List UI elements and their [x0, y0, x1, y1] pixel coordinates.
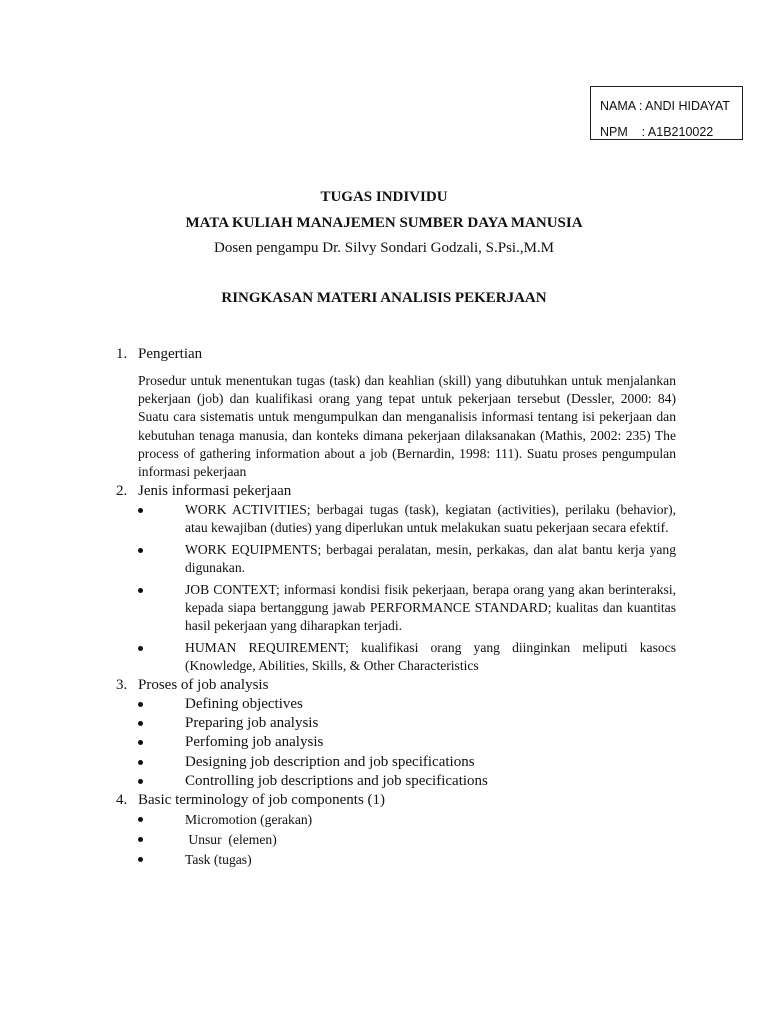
student-name: NAMA : ANDI HIDAYAT [600, 99, 730, 113]
section-1-number: 1. [116, 346, 128, 362]
section-3-list [116, 695, 676, 791]
section-2-list [116, 501, 676, 675]
student-id-box [590, 86, 743, 140]
list-item: WORK ACTIVITIES; berbagai tugas (task), kegiatan (activities), perilaku (behavior), atau kewajiban (duties) yang diperlukan untuk melakukan suatu pekerjaan secara efektif. [138, 501, 676, 537]
list-item: Designing job description and job specifications [138, 753, 676, 772]
list-item: Micromotion (gerakan) [138, 810, 676, 830]
list-item: JOB CONTEXT; informasi kondisi fisik pekerjaan, berapa orang yang akan berinteraksi, kepada siapa bertanggung jawab PERFORMANCE STANDARD; kualitas dan kuantitas hasil pekerjaan yang diharapkan terjadi. [138, 581, 676, 635]
document-title: RINGKASAN MATERI ANALISIS PEKERJAAN [221, 290, 547, 306]
list-item: Unsur (elemen) [138, 830, 676, 850]
list-item: Controlling job descriptions and job specifications [138, 772, 676, 791]
section-4-list [116, 810, 676, 870]
section-4 [116, 790, 676, 870]
section-3-title: Proses of job analysis [138, 677, 269, 693]
student-npm: NPM : A1B210022 [600, 125, 714, 139]
section-1-paragraph: Prosedur untuk menentukan tugas (task) dan keahlian (skill) yang dibutuhkan untuk menjalankan pekerjaan (job) dan kualifikasi orang yang tepat untuk pekerjaan tersebut (Dessler, 2000: 84) Suatu cara sistematis untuk mengumpulkan dan menganalisis informasi tentang isi pekerjaan dan kebutuhan tenaga manusia, dan konteks dimana pekerjaan dilaksanakan (Mathis, 2002: 235) The process of gathering information about a job (Bernardin, 1998: 111). Suatu proses pengumpulan informasi pekerjaan [138, 373, 676, 480]
list-item: WORK EQUIPMENTS; berbagai peralatan, mesin, perkakas, dan alat bantu kerja yang digunakan. [138, 541, 676, 577]
list-item: Defining objectives [138, 695, 676, 714]
section-1-heading [116, 344, 676, 364]
assignment-title: TUGAS INDIVIDU [320, 189, 448, 205]
section-1-title: Pengertian [138, 346, 203, 362]
list-item: HUMAN REQUIREMENT; kualifikasi orang yang diinginkan meliputi kasocs (Knowledge, Abilities, Skills, & Other Characteristics [138, 639, 676, 675]
section-2 [116, 481, 676, 675]
section-3-number: 3. [116, 677, 128, 693]
course-title: MATA KULIAH MANAJEMEN SUMBER DAYA MANUSIA [185, 215, 583, 231]
section-2-title: Jenis informasi pekerjaan [138, 483, 292, 499]
section-4-number: 4. [116, 792, 128, 808]
section-4-heading [116, 790, 676, 810]
section-1 [116, 344, 676, 481]
section-3-heading [116, 675, 676, 695]
lecturer-line: Dosen pengampu Dr. Silvy Sondari Godzali, S.Psi.,M.M [214, 240, 554, 256]
list-item: Task (tugas) [138, 850, 676, 870]
section-4-title: Basic terminology of job components (1) [138, 792, 386, 808]
section-3 [116, 675, 676, 791]
list-item: Perfoming job analysis [138, 733, 676, 752]
section-2-number: 2. [116, 483, 128, 499]
list-item: Preparing job analysis [138, 714, 676, 733]
section-2-heading [116, 481, 676, 501]
